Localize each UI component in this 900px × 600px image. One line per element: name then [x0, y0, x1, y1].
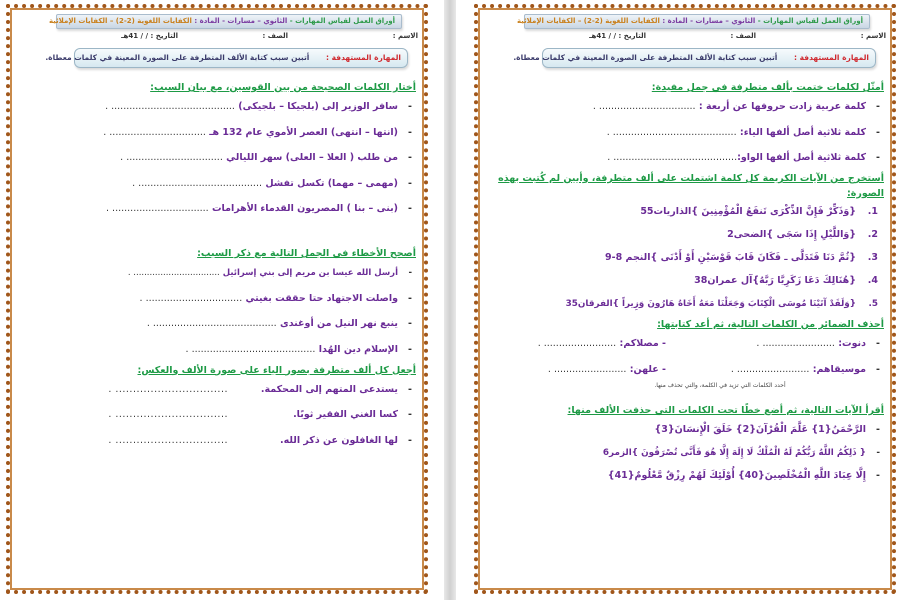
exercise-item: - كلمة عربية زادت حروفها عن أربعة : ................................ . [592, 101, 880, 112]
section-correct-errors [18, 246, 416, 357]
exercise-item: - الإسلام دين الهُدا ......................................... . [185, 343, 412, 355]
section-remove-pronouns [486, 317, 884, 389]
target-skill-box [45, 48, 408, 68]
answer-blank[interactable]: ......................................... . [105, 101, 235, 112]
answer-blank[interactable]: ......................................... . [606, 126, 737, 138]
right-content [486, 80, 884, 492]
header-part2: الثانوي – مسارات - [222, 17, 288, 25]
exercise-item: - واصلت الاجتهاد حتا حققت بغيتي ................................ . [139, 292, 412, 304]
answer-blank[interactable]: ........................ . [730, 363, 810, 375]
answer-blank[interactable]: ................................ . [108, 434, 228, 446]
header-banner [48, 14, 402, 29]
verse-item: 4. {هُنَالِكَ دَعَا زَكَرِيَّا رَبَّهُ}آل عمران38 [694, 275, 878, 286]
header-part1: أوراق العمل لقياس المهارات - [289, 17, 395, 25]
skill-label: المهارة المستهدفة : [326, 53, 401, 62]
header-banner [516, 14, 870, 29]
worksheet-page-right [474, 4, 896, 594]
answer-blank[interactable]: ................................ . [108, 383, 228, 395]
worksheet-page-left [6, 4, 428, 594]
hint-note: أحدد الكلمات التي تزيد في الكلمة، والتي تحذف منها. [654, 382, 786, 389]
exercise-pair: - موسيقاهم: ........................ . - علهن: ........................ . [547, 363, 880, 375]
answer-blank[interactable]: ......................................... . [146, 318, 277, 329]
exercise-item: - كلمة ثلاثية أصل ألفها الياء: ......................................... . [606, 126, 880, 138]
section-title: أختار الكلمات الصحيحة من بين القوسين، مع بيان السبب: [150, 82, 416, 93]
answer-blank[interactable]: ......................................... . [607, 152, 738, 163]
exercise-item: - (انتها – انتهى) العصر الأموي عام 132 هـ ................................ . [103, 126, 412, 138]
verse-item: 5. {وَلَقَدْ آتَيْنَا مُوسَى الْكِتَابَ وَجَعَلْنَا مَعَهُ أَخَاهُ هَارُونَ وَزِيراً }الفرقان35 [565, 299, 878, 309]
verse-item: - إِلَّا عِبَادَ اللَّهِ الْمُخْلَصِينَ{40} أُوْلَئِكَ لَهُمْ رِزْقٌ مَّعْلُومٌ{41} [607, 470, 880, 481]
answer-blank[interactable]: ................................ . [120, 152, 223, 163]
section-title: أستخرج من الآيات الكريمة كل كلمة اشتملت على ألف متطرفة، وأبين لم كُتبت بهذه الصورة: [498, 173, 884, 199]
exercise-item: - (بنى – بنا ) المصريون القدماء الأهرامات ................................ . [106, 203, 412, 214]
student-info-row [70, 32, 418, 44]
class-label: الصف : [730, 32, 756, 40]
answer-blank[interactable]: ......................................... . [132, 177, 262, 189]
section-extract-from-verses [486, 171, 884, 311]
section-title: أحذف الضمائر من الكلمات التالية، ثم أعد كتابتها: [657, 319, 884, 330]
verse-item: 3. {ثُمَّ دَنَا فَتَدَلَّى ـ فَكَانَ قَابَ قَوْسَيْنِ أَوْ أَدْنَى }النجم 8-9 [604, 252, 878, 263]
section-title: أمثّل لكلمات ختمت بألف متطرفة في جمل مفيدة: [651, 82, 884, 93]
verse-item: - { ذَلِكُمُ اللَّهُ رَبُّكُمْ لَهُ الْمُلْكُ لَا إِلَهَ إِلَّا هُوَ فَأَنَّى تُصْرَفُونَ }الزمر6 [602, 448, 880, 458]
section-title: أصحح الأخطاء في الجمل التالية مع ذكر السبب: [197, 248, 416, 259]
skill-text: أتبين سبب كتابة الألف المتطرفة على الصورة المعينة في كلمات معطاة. [45, 53, 310, 62]
left-content [18, 80, 416, 459]
target-skill-box [513, 48, 876, 68]
verse-item: 1. {وَذَكِّرْ فَإِنَّ الذِّكْرَى تَنفَعُ الْمُؤْمِنِينَ }الذاريات55 [640, 206, 878, 217]
exercise-item: - يستدعى المتهم إلى المحكمة................................. . [108, 383, 412, 395]
answer-blank[interactable]: ................................ . [106, 203, 209, 214]
exercise-pair: - دنوت: ........................ . - مصلاكم: ........................ . [537, 338, 880, 349]
skill-label: المهارة المستهدفة : [794, 53, 869, 62]
exercise-item: - ينبع نهر النيل من أوغندى ......................................... . [146, 318, 412, 329]
exercise-item: - من طلب ( العلا – العلى) سهر الليالي ................................ . [120, 152, 412, 163]
skill-text: أتبين سبب كتابة الألف المتطرفة على الصورة المعينة في كلمات معطاة. [513, 53, 778, 62]
date-label: التاريخ : / / 41هـ [121, 32, 178, 40]
name-label: الاسم : [860, 32, 886, 40]
answer-blank[interactable]: ........................ . [547, 363, 627, 375]
date-label: التاريخ : / / 41هـ [589, 32, 646, 40]
exercise-item: - سافر الوزير إلى (بلجيكا – بلجيكى) ......................................... . [105, 101, 412, 112]
verse-item: - الرَّحْمَنُ{1} عَلَّمَ الْقُرْآنَ{2} خَلَقَ الْإِنسَانَ{3} [654, 424, 880, 435]
answer-blank[interactable]: ................................ . [127, 268, 220, 278]
exercise-item: - كلمة ثلاثية أصل ألفها الواو:......................................... . [607, 152, 880, 163]
exercise-item: - كسا الغني الفقير ثوبًا................................. . [108, 409, 412, 420]
section-convert-alif [18, 363, 416, 448]
header-part1: أوراق العمل لقياس المهارات - [757, 17, 863, 25]
verse-item: 2. {وَاللَّيْلِ إِذَا سَجَى }الضحى2 [727, 229, 878, 240]
section-choose-correct [18, 80, 416, 216]
answer-blank[interactable]: ........................ . [756, 338, 835, 349]
answer-blank[interactable]: ................................ . [108, 409, 228, 420]
name-label: الاسم : [392, 32, 418, 40]
header-part2: الثانوي – مسارات - [690, 17, 756, 25]
header-part4: الكفايات اللغوية (2-2) – الكفايات الإملائية [516, 17, 660, 25]
answer-blank[interactable]: ........................ . [537, 338, 617, 349]
exercise-item: - أرسل الله عيسا بن مريم إلى بني إسرائيل ................................ . [127, 268, 412, 278]
student-info-row [538, 32, 886, 44]
class-label: الصف : [262, 32, 288, 40]
answer-blank[interactable]: ................................ . [139, 292, 243, 304]
header-part4: الكفايات اللغوية (2-2) – الكفايات الإملائية [48, 17, 192, 25]
section-title: أقرأ الآيات التالية، ثم أضع خطًا تحت الكلمات التي حذفت الألف منها: [567, 405, 884, 416]
section-give-examples [486, 80, 884, 165]
answer-blank[interactable]: ......................................... . [185, 343, 316, 355]
header-part3: المادة : [662, 17, 688, 25]
exercise-item: - (مهمى – مهما) تكسل تفشل ......................................... . [132, 177, 412, 189]
page-divider [444, 0, 456, 600]
answer-blank[interactable]: ................................ . [592, 101, 696, 112]
header-part3: المادة : [194, 17, 220, 25]
answer-blank[interactable]: ................................ . [103, 126, 206, 138]
section-title: أجعل كل ألف متطرفة بصور الياء على صورة الألف والعكس: [137, 364, 416, 376]
exercise-item: - لها الغافلون عن ذكر الله................................. . [108, 434, 412, 446]
section-read-verses [486, 403, 884, 483]
